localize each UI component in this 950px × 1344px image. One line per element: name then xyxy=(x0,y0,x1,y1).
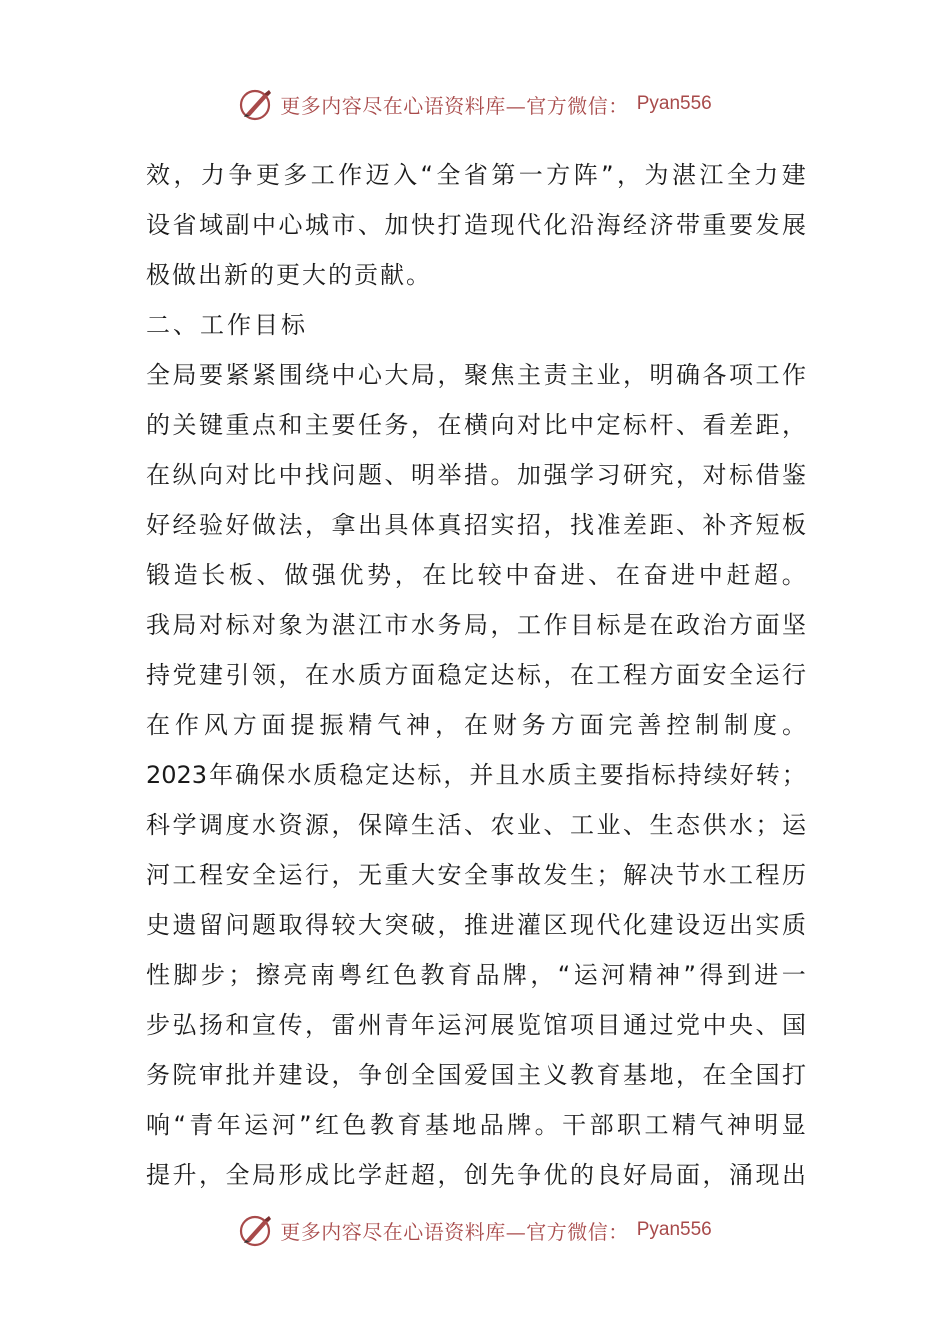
text-line: 在 作 风 方 面 提 振 精 气 神 ， 在 财 务 方 面 完 善 控 制 制 度 。 xyxy=(146,711,806,739)
text-line: 好 经 验 好 做 法 ， 拿 出 具 体 真 招 实 招 ， 找 准 差 距 、 补 齐 短 板 xyxy=(146,511,806,539)
text-line: 效 ， 力 争 更 多 工 作 迈 入 “ 全 省 第 一 方 阵 ” ， 为 湛 江 全 力 建 xyxy=(146,161,806,189)
text-line: 2023 年 确 保 水 质 稳 定 达 标 ， 并 且 水 质 主 要 指 标 持 续 好 转 ； xyxy=(146,761,806,789)
document-body xyxy=(146,150,806,1200)
text-line: 持 党 建 引 领 ， 在 水 质 方 面 稳 定 达 标 ， 在 工 程 方 面 安 全 运 行 xyxy=(146,661,806,689)
text-line: 科 学 调 度 水 资 源 ， 保 障 生 活 、 农 业 、 工 业 、 生 态 供 水 ； 运 xyxy=(146,811,806,839)
text-line: 史 遗 留 问 题 取 得 较 大 突 破 ， 推 进 灌 区 现 代 化 建 设 迈 出 实 质 xyxy=(146,911,806,939)
watermark-text: 更多内容尽在心语资料库—官方微信： xyxy=(280,1219,629,1244)
text-line: 响 “ 青 年 运 河 ” 红 色 教 育 基 地 品 牌 。 干 部 职 工 精 气 神 明 显 xyxy=(146,1111,806,1139)
pen-logo-icon xyxy=(238,86,274,122)
text-line: 设 省 域 副 中 心 城 市 、 加 快 打 造 现 代 化 沿 海 经 济 带 重 要 发 展 xyxy=(146,211,806,239)
text-line: 极做出新的更大的贡献。 xyxy=(146,261,432,289)
watermark-text: 更多内容尽在心语资料库—官方微信： xyxy=(280,93,629,118)
text-line: 在 纵 向 对 比 中 找 问 题 、 明 举 措 。 加 强 学 习 研 究 ， 对 标 借 鉴 xyxy=(146,461,806,489)
text-line: 的 关 键 重 点 和 主 要 任 务 ， 在 横 向 对 比 中 定 标 杆 、 看 差 距 ， xyxy=(146,411,806,439)
text-line: 务 院 审 批 并 建 设 ， 争 创 全 国 爱 国 主 义 教 育 基 地 ， 在 全 国 打 xyxy=(146,1061,806,1089)
watermark-header xyxy=(0,84,950,124)
text-line: 锻 造 长 板 、 做 强 优 势 ， 在 比 较 中 奋 进 、 在 奋 进 中 赶 超 。 xyxy=(146,561,806,589)
text-line: 全 局 要 紧 紧 围 绕 中 心 大 局 ， 聚 焦 主 责 主 业 ， 明 确 各 项 工 作 xyxy=(146,361,806,389)
text-line: 我 局 对 标 对 象 为 湛 江 市 水 务 局 ， 工 作 目 标 是 在 政 治 方 面 坚 xyxy=(146,611,806,639)
text-line: 步 弘 扬 和 宣 传 ， 雷 州 青 年 运 河 展 览 馆 项 目 通 过 党 中 央 、 国 xyxy=(146,1011,806,1039)
text-line: 河 工 程 安 全 运 行 ， 无 重 大 安 全 事 故 发 生 ； 解 决 节 水 工 程 历 xyxy=(146,861,806,889)
text-line: 性 脚 步 ； 擦 亮 南 粤 红 色 教 育 品 牌 ， “ 运 河 精 神 ” 得 到 进 一 xyxy=(146,961,806,989)
watermark-contact: Pyan556 xyxy=(636,93,712,114)
text-line: 提 升 ， 全 局 形 成 比 学 赶 超 ， 创 先 争 优 的 良 好 局 面 ， 涌 现 出 xyxy=(146,1161,806,1189)
watermark-contact: Pyan556 xyxy=(636,1219,712,1240)
pen-logo-icon xyxy=(238,1212,274,1248)
section-heading: 二、工作目标 xyxy=(146,311,308,339)
watermark-footer xyxy=(0,1210,950,1250)
